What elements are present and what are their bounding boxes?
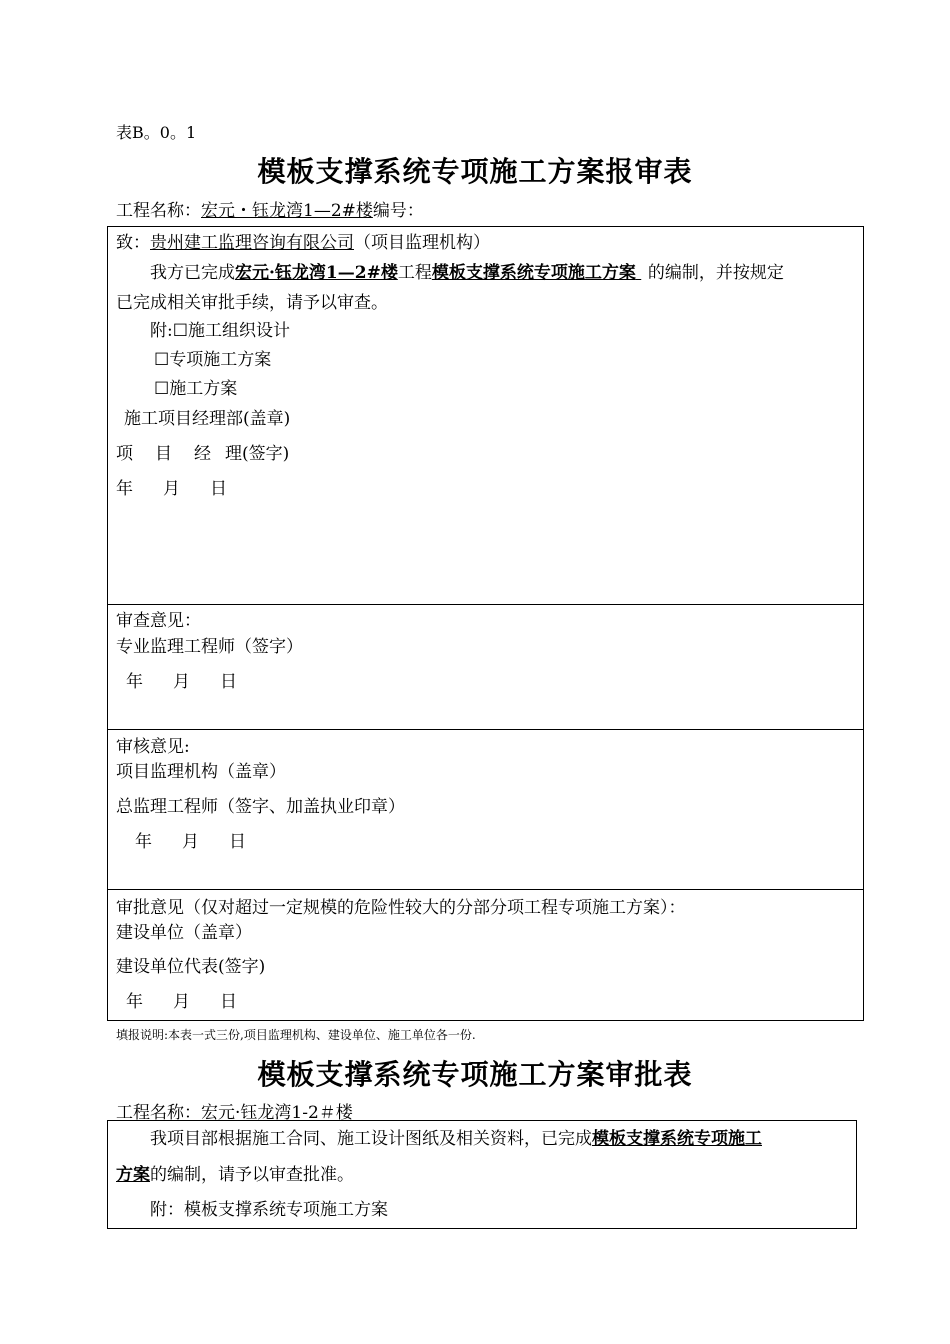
- divider: [107, 604, 864, 605]
- date-year: 年: [126, 992, 143, 1012]
- approval-body-line-1: [150, 1124, 762, 1149]
- pm-char: 理(签字): [225, 444, 290, 464]
- page-title: 模板支撑系统专项施工方案报审表: [257, 155, 693, 188]
- approval-body-line-2: [116, 1160, 354, 1185]
- audit-stamp: 项目监理机构（盖章）: [116, 762, 286, 782]
- date-line: [116, 474, 227, 499]
- date-line: [126, 987, 237, 1012]
- dept-stamp: 施工项目经理部(盖章): [124, 409, 291, 429]
- number-label: 编号：: [372, 201, 424, 221]
- body-suffix: 的编制，请予以审查批准。: [150, 1165, 354, 1185]
- date-month: 月: [173, 992, 190, 1012]
- to-org: 贵州建工监理咨询有限公司: [150, 233, 354, 253]
- date-month: 月: [182, 832, 199, 852]
- project-name: 宏元・钰龙湾1—2#楼: [201, 201, 373, 221]
- date-day: 日: [229, 832, 246, 852]
- project-label: 工程名称：: [116, 1103, 201, 1123]
- pm-char: 经: [194, 444, 211, 464]
- owner-sign: 建设单位代表(签字): [116, 957, 266, 977]
- approval-title: 模板支撑系统专项施工方案审批表: [257, 1058, 693, 1091]
- body-suffix: 的编制，并按规定: [647, 263, 784, 283]
- body-line-1: [150, 258, 784, 283]
- form-number: 表B。0。1: [116, 123, 197, 142]
- body-plan-end: 方案: [116, 1165, 150, 1185]
- body-prefix: 我项目部根据施工合同、施工设计图纸及相关资料，已完成: [150, 1129, 592, 1149]
- attachment-3: ☐施工方案: [154, 379, 238, 399]
- body-plan: 模板支撑系统专项施工: [592, 1129, 762, 1149]
- project-line: [116, 196, 424, 221]
- approve-label: 审批意见（仅对超过一定规模的危险性较大的分部分项工程专项施工方案）：: [116, 898, 686, 918]
- project-name: 宏元·钰龙湾1-2＃楼: [201, 1103, 353, 1123]
- blank: [636, 263, 648, 283]
- date-line: [126, 667, 237, 692]
- pm-sign: [116, 439, 289, 464]
- pm-char: 项: [116, 444, 133, 464]
- review-sign: 专业监理工程师（签字）: [116, 637, 303, 657]
- review-label: 审查意见：: [116, 611, 201, 631]
- approval-attach: 附：模板支撑系统专项施工方案: [150, 1200, 388, 1220]
- date-year: 年: [135, 832, 152, 852]
- body-line-2: 已完成相关审批手续，请予以审查。: [116, 293, 388, 313]
- audit-sign: 总监理工程师（签字、加盖执业印章）: [116, 797, 405, 817]
- date-line: [135, 827, 246, 852]
- owner-stamp: 建设单位（盖章）: [116, 923, 252, 943]
- attachment-2: ☐专项施工方案: [154, 350, 272, 370]
- to-label: 致：: [116, 233, 150, 253]
- date-day: 日: [220, 672, 237, 692]
- audit-label: 审核意见:: [116, 737, 190, 757]
- date-day: 日: [220, 992, 237, 1012]
- divider: [107, 729, 864, 730]
- fill-note: 填报说明:本表一式三份,项目监理机构、建设单位、施工单位各一份.: [116, 1028, 476, 1042]
- body-plan: 模板支撑系统专项施工方案: [431, 263, 636, 283]
- body-prefix: 我方已完成: [150, 263, 235, 283]
- body-project: 宏元·钰龙湾1—2#楼: [235, 263, 398, 283]
- divider: [107, 889, 864, 890]
- date-year: 年: [116, 479, 133, 499]
- date-month: 月: [173, 672, 190, 692]
- project-label: 工程名称：: [116, 201, 201, 221]
- attach-item: ☐施工组织设计: [172, 321, 290, 341]
- attachment-1: [150, 316, 290, 341]
- body-mid: 工程: [397, 263, 432, 283]
- attach-label: 附:: [150, 321, 173, 341]
- to-org-type: （项目监理机构）: [354, 233, 490, 253]
- pm-char: 目: [155, 444, 172, 464]
- date-month: 月: [163, 479, 180, 499]
- to-line: [116, 228, 490, 253]
- date-year: 年: [126, 672, 143, 692]
- date-day: 日: [210, 479, 227, 499]
